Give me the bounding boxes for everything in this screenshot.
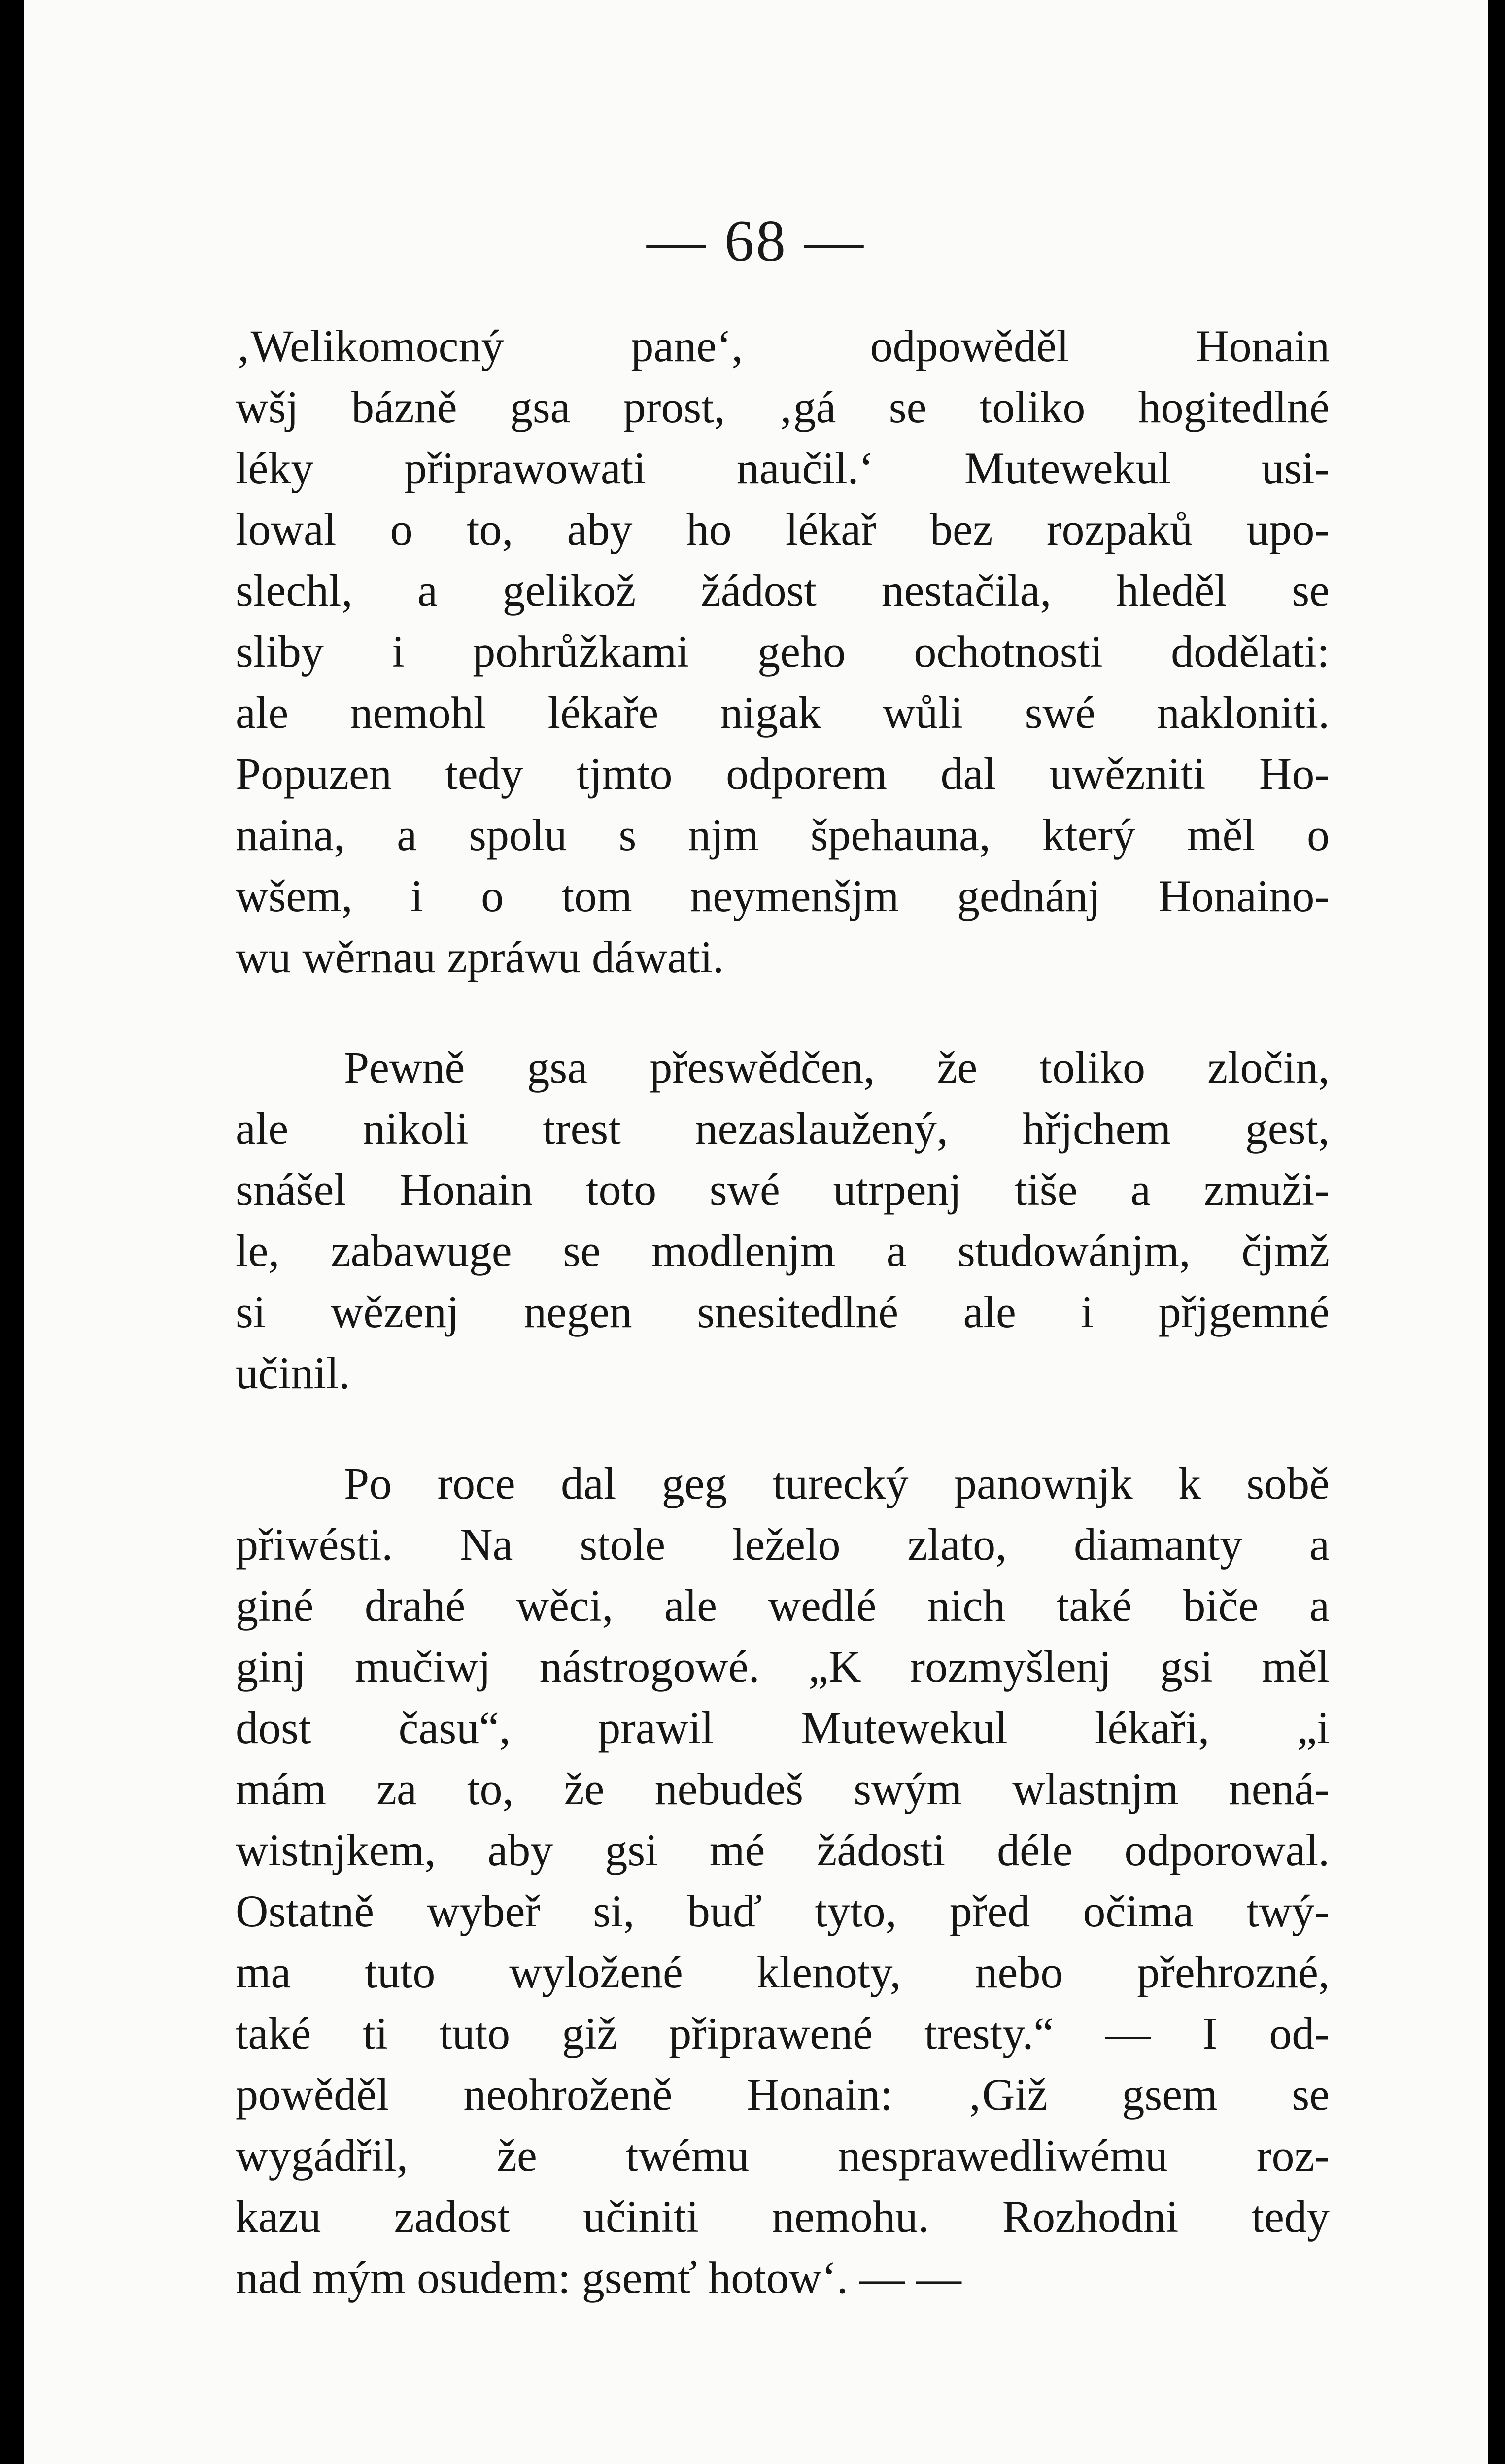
text-line: učinil. bbox=[236, 1348, 350, 1398]
text-line: také ti tuto giž připrawené tresty.“ — I od- bbox=[236, 2008, 1330, 2058]
text-line: sliby i pohrůžkami geho ochotnosti doděl͏ati: bbox=[236, 626, 1330, 677]
text-line: giné drahé wěci, ale wedlé nich také biče a bbox=[236, 1580, 1330, 1631]
body-text bbox=[236, 315, 1330, 2358]
text-line: slechl, a gelikož žádost nestačila, hleděl se bbox=[236, 565, 1330, 616]
text-line: wšj bázně gsa prost, ‚gá se toliko hogitedlné bbox=[236, 382, 1330, 432]
paragraph-1 bbox=[236, 315, 1330, 988]
text-line: Pewně gsa přeswědčen, že toliko zločin, bbox=[344, 1042, 1330, 1093]
text-line: si wězenj negen snesitedlné ale i přjgemné bbox=[236, 1287, 1330, 1337]
text-line: powěděl neohroženě Honain: ‚Giž gsem se bbox=[236, 2069, 1330, 2120]
paragraph-2 bbox=[236, 1037, 1330, 1403]
text-line: Po roce dal geg turecký panownjk k sobě bbox=[344, 1458, 1330, 1508]
text-line: naina, a spolu s njm špehauna, který měl o bbox=[236, 810, 1330, 860]
book-page bbox=[24, 0, 1488, 2464]
paragraph-3 bbox=[236, 1453, 1330, 2308]
text-line: dost času“, prawil Mutewekul lékaři, „i bbox=[236, 1703, 1330, 1753]
text-line: ale nikoli trest nezaslaužený, hřjchem gest, bbox=[236, 1103, 1330, 1154]
text-line: ale nemohl lékaře nigak wůli swé nakloniti. bbox=[236, 687, 1330, 738]
text-line: wšem, i o tom neymenšjm gednánj Honaino- bbox=[236, 871, 1330, 921]
page-number: — 68 — bbox=[647, 208, 865, 274]
text-line: nad mým osudem: gsemť hotow‘. — — bbox=[236, 2253, 961, 2303]
text-line: le, zabawuge se modlenjm a studowánjm, čjmž bbox=[236, 1226, 1330, 1276]
text-line: mám za to, že nebudeš swým wlastnjm nená- bbox=[236, 1764, 1330, 1814]
text-line: léky připrawowati naučil.‘ Mutewekul usi- bbox=[236, 443, 1330, 493]
text-line: ma tuto wyložené klenoty, nebo přehrozné, bbox=[236, 1947, 1330, 1997]
text-line: přiwésti. Na stole leželo zlato, diamanty a bbox=[236, 1519, 1330, 1570]
text-line: ‚Welikomocný pane‘, odpowěděl Honain bbox=[236, 321, 1330, 371]
text-line: Popuzen tedy tjmto odporem dal uwězniti Ho- bbox=[236, 749, 1330, 799]
text-line: wygádřil, že twému nesprawedliwému roz- bbox=[236, 2130, 1330, 2181]
text-line: lowal o to, aby ho lékař bez rozpaků upo- bbox=[236, 504, 1330, 554]
text-line: wistnjkem, aby gsi mé žádosti déle odporowal. bbox=[236, 1825, 1330, 1875]
text-line: ginj mučiwj nástrogowé. „K rozmyšlenj gsi měl bbox=[236, 1642, 1330, 1692]
text-line: snášel Honain toto swé utrpenj tiše a zmuži- bbox=[236, 1164, 1330, 1215]
text-line: kazu zadost učiniti nemohu. Rozhodni tedy bbox=[236, 2191, 1330, 2242]
text-line: wu wěrnau zpráwu dáwati. bbox=[236, 932, 724, 982]
text-line: Ostatně wybeř si, buď tyto, před očima twý- bbox=[236, 1886, 1330, 1936]
